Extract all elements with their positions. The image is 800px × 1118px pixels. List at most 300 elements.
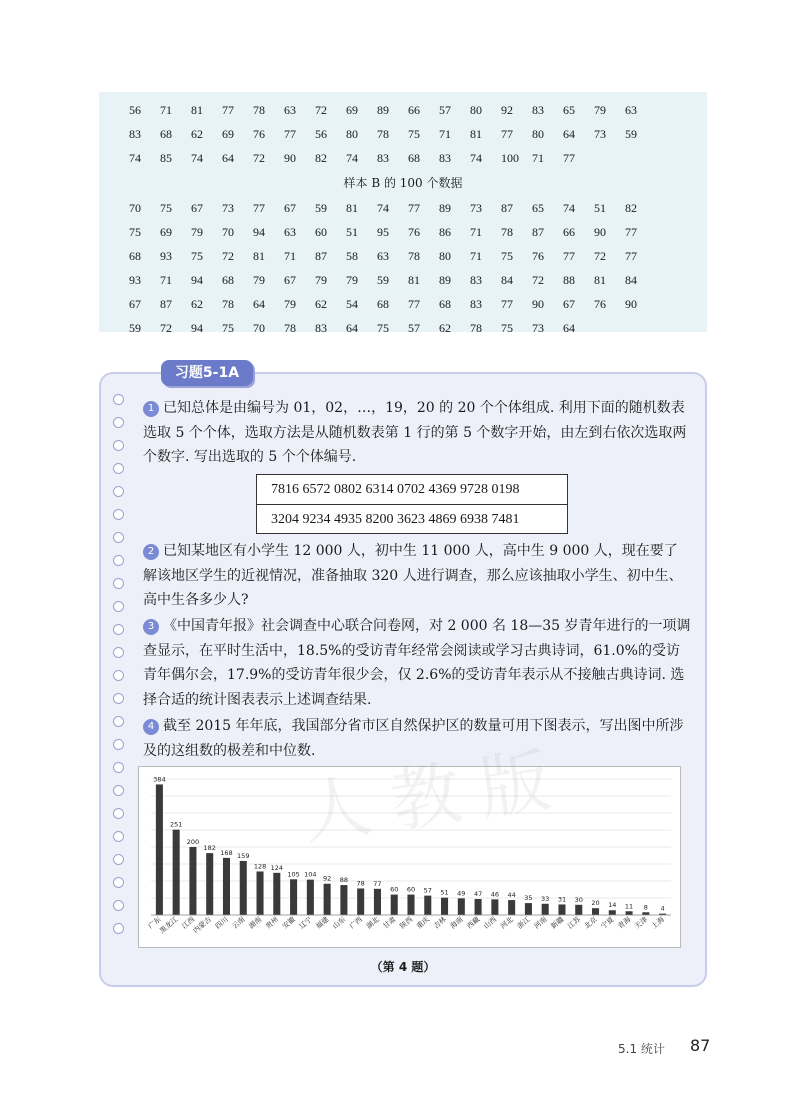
data-value: 72 [222,249,234,263]
data-label: 33 [541,894,550,903]
data-value: 64 [222,151,234,165]
ring-hole [113,762,124,773]
data-value: 89 [377,103,389,117]
category-label: 安徽 [280,915,297,931]
data-label: 88 [339,876,349,885]
data-value: 83 [315,321,327,335]
data-value: 62 [191,127,203,141]
data-value: 54 [346,297,358,311]
bar-广西 [357,888,364,915]
ring-hole [113,923,124,934]
data-value: 68 [439,297,451,311]
data-row [129,220,697,244]
category-label: 河南 [532,915,549,931]
data-value: 64 [563,321,575,335]
data-value: 59 [625,127,637,141]
random-row-1: 7816 6572 0802 6314 0702 4369 9728 0198 [271,482,520,497]
category-label: 福建 [314,915,331,931]
category-label: 江苏 [566,915,583,931]
data-value: 84 [625,273,637,287]
question-4-text: 截至 2015 年年底，我国部分省市区自然保护区的数量可用下图表示，写出图中所涉及的这组数的极差和中位数. [143,718,684,759]
data-value: 90 [625,297,637,311]
category-label: 四川 [213,915,230,931]
data-value: 73 [594,127,606,141]
data-value: 67 [284,273,296,287]
data-value: 90 [532,297,544,311]
data-value: 78 [253,103,265,117]
ring-hole [113,394,124,405]
category-label: 山东 [331,915,348,931]
bar-湖南 [257,871,264,915]
question-2-text: 已知某地区有小学生 12 000 人，初中生 11 000 人，高中生 9 000 人，现在要了解该地区学生的近视情况，准备抽取 320 人进行调查，那么应该抽取小学生、初中生、高中生各多少人? [143,543,683,608]
data-label: 104 [304,870,317,879]
ring-hole [113,854,124,865]
bar-江西 [189,847,196,915]
data-value: 66 [408,103,420,117]
ring-hole [113,670,124,681]
data-value: 86 [439,225,451,239]
data-value: 64 [563,127,575,141]
data-value: 83 [129,127,141,141]
data-value: 83 [532,103,544,117]
data-value: 66 [563,225,575,239]
data-value: 81 [470,127,482,141]
bar-安徽 [290,879,297,915]
data-value: 73 [470,201,482,215]
ring-hole [113,463,124,474]
category-label: 河北 [499,915,515,931]
data-value: 69 [222,127,234,141]
data-value: 62 [439,321,451,335]
data-value: 90 [594,225,606,239]
data-value: 63 [377,249,389,263]
data-row [129,196,697,220]
category-label: 湖北 [364,915,381,931]
data-value: 67 [563,297,575,311]
data-value: 69 [160,225,172,239]
question-1-text: 已知总体是由编号为 01，02，…，19，20 的 20 个个体组成. 利用下面的随机数表选取 5 个个体，选取方法是从随机数表第 1 行的第 5 个数字开始，由左到右依次选取两个数字. 写出选取的 5 个个体编号. [143,400,687,465]
question-number-badge: 2 [143,544,159,560]
data-label: 200 [186,838,200,846]
data-value: 64 [253,297,265,311]
category-label: 广西 [348,915,364,931]
category-label: 广东 [146,915,163,931]
data-label: 128 [253,862,267,871]
data-value: 100 [501,151,519,165]
data-value: 62 [191,297,203,311]
data-value: 67 [284,201,296,215]
category-label: 宁夏 [599,915,616,931]
data-value: 77 [408,201,420,215]
data-value: 71 [532,151,544,165]
category-label: 新疆 [549,915,566,931]
question-3-text: 《中国青年报》社会调查中心联合问卷网，对 2 000 名 18—35 岁青年进行的一项调查显示，在平时生活中，18.5%的受访青年经常会阅读或学习古典诗词，61.0%的受访青年偶尔会，17.9%的受访青年很少会，仅 2.6%的受访青年表示从不接触古典诗词. 选择合适的统计图表表示上述调查结果. [143,618,691,708]
data-value: 93 [129,273,141,287]
data-value: 67 [191,201,203,215]
category-label: 海南 [448,915,465,931]
data-label: 92 [322,874,332,883]
data-value: 77 [222,103,234,117]
data-value [594,316,625,340]
ring-hole [113,578,124,589]
data-value: 81 [594,273,606,287]
data-value: 79 [253,273,265,287]
data-value: 71 [439,127,451,141]
bar-云南 [240,861,247,915]
data-value: 70 [253,321,265,335]
bar-河南 [542,904,549,915]
data-value: 73 [222,201,234,215]
data-value: 72 [160,321,172,335]
question-1 [143,396,691,470]
category-label: 西藏 [465,915,482,931]
category-label: 贵州 [264,915,281,931]
bar-北京 [592,908,599,915]
data-value: 80 [346,127,358,141]
data-value: 88 [563,273,575,287]
data-label: 30 [574,895,583,904]
category-label: 云南 [230,915,247,931]
notebook-rings [113,394,127,946]
data-value: 76 [532,249,544,263]
data-value [594,146,625,170]
data-value: 68 [160,127,172,141]
data-value: 79 [315,273,327,287]
data-value: 59 [377,273,389,287]
data-value: 87 [532,225,544,239]
data-value: 74 [129,151,141,165]
data-value: 94 [191,273,203,287]
category-label: 北京 [582,915,599,931]
sample-data-panel [99,92,707,335]
data-value: 63 [284,225,296,239]
data-value: 77 [625,225,637,239]
category-label: 陕西 [398,915,415,931]
data-value: 78 [377,127,389,141]
data-value: 77 [563,249,575,263]
bar-青海 [626,911,633,915]
category-label: 青海 [616,915,633,931]
data-value: 80 [532,127,544,141]
random-number-table [256,474,568,534]
data-value: 79 [284,297,296,311]
data-row [129,146,697,170]
data-value: 57 [408,321,420,335]
data-value: 72 [532,273,544,287]
data-value: 89 [439,201,451,215]
data-value: 74 [346,151,358,165]
data-label: 77 [373,879,382,888]
ring-hole [113,716,124,727]
data-label: 60 [390,885,399,894]
data-value [625,316,656,340]
ring-hole [113,785,124,796]
bar-甘肃 [391,895,398,915]
data-label: 124 [270,863,284,872]
category-label: 黑龙江 [158,915,180,936]
ring-hole [113,509,124,520]
bar-陕西 [407,895,414,915]
data-value: 67 [129,297,141,311]
question-3 [143,614,691,712]
bar-新疆 [558,904,565,915]
data-value: 81 [408,273,420,287]
data-label: 159 [237,851,250,860]
category-label: 上海 [650,915,666,931]
data-value: 77 [253,201,265,215]
ring-hole [113,831,124,842]
data-value: 72 [594,249,606,263]
ring-hole [113,532,124,543]
sample-a-table [129,98,697,170]
category-label: 重庆 [415,915,432,931]
data-value: 60 [315,225,327,239]
ring-hole [113,417,124,428]
data-value: 87 [315,249,327,263]
data-label: 251 [169,820,183,829]
data-value: 71 [160,273,172,287]
data-value: 79 [191,225,203,239]
category-label: 山西 [482,915,499,931]
ring-hole [113,624,124,635]
data-value: 74 [191,151,203,165]
data-label: 51 [440,888,449,897]
data-value: 63 [625,103,637,117]
ring-hole [113,808,124,819]
bar-浙江 [525,903,532,915]
data-value: 75 [160,201,172,215]
ring-hole [113,877,124,888]
bar-辽宁 [307,880,314,915]
data-label: 20 [591,899,600,908]
bar-广东 [156,784,163,915]
data-value: 62 [315,297,327,311]
data-label: 35 [524,894,533,903]
category-label: 湖南 [247,915,264,931]
data-value: 69 [346,103,358,117]
data-value: 77 [501,297,513,311]
data-value: 80 [470,103,482,117]
data-value: 93 [160,249,172,263]
data-value: 71 [470,225,482,239]
data-value: 75 [129,225,141,239]
data-value: 71 [284,249,296,263]
data-value: 76 [408,225,420,239]
data-value: 78 [222,297,234,311]
ring-hole [113,739,124,750]
data-value: 75 [501,321,513,335]
data-value: 72 [315,103,327,117]
data-value: 78 [501,225,513,239]
category-label: 内蒙古 [191,915,213,936]
data-value: 70 [129,201,141,215]
bar-内蒙古 [206,853,213,915]
data-value: 73 [532,321,544,335]
data-value: 56 [129,103,141,117]
data-value: 75 [377,321,389,335]
data-label: 11 [624,902,634,911]
data-value: 65 [532,201,544,215]
data-value: 68 [222,273,234,287]
data-value: 57 [439,103,451,117]
data-value: 82 [625,201,637,215]
data-value: 95 [377,225,389,239]
bar-西藏 [475,899,482,915]
bar-贵州 [273,873,280,915]
category-label: 甘肃 [381,915,398,931]
data-value: 75 [501,249,513,263]
data-label: 46 [490,890,500,899]
data-value: 83 [470,297,482,311]
question-number-badge: 4 [143,719,159,735]
data-value: 72 [253,151,265,165]
data-value: 59 [315,201,327,215]
chart-caption: （第 4 题） [370,960,436,974]
ring-hole [113,647,124,658]
category-label: 浙江 [515,915,532,931]
data-value: 76 [253,127,265,141]
data-value: 83 [377,151,389,165]
data-label: 384 [153,775,166,784]
data-value [625,146,656,170]
data-value: 85 [160,151,172,165]
data-label: 4 [660,904,665,913]
data-value: 77 [501,127,513,141]
ring-hole [113,486,124,497]
data-value: 92 [501,103,513,117]
data-value: 79 [594,103,606,117]
footer-section-title: 5.1 统计 [618,1042,665,1056]
exercise-tab: 习题5-1A [161,360,253,386]
data-value: 65 [563,103,575,117]
data-value: 89 [439,273,451,287]
category-label: 江西 [180,915,197,931]
data-value: 74 [470,151,482,165]
data-row [129,122,697,146]
data-value: 78 [408,249,420,263]
bar-天津 [642,912,649,915]
data-value: 77 [563,151,575,165]
data-label: 57 [423,886,432,895]
data-value: 81 [253,249,265,263]
data-value: 76 [594,297,606,311]
data-value: 90 [284,151,296,165]
bar-重庆 [424,896,431,915]
ring-hole [113,693,124,704]
question-2 [143,539,691,613]
data-label: 8 [643,903,648,912]
data-value: 63 [284,103,296,117]
bar-宁夏 [609,910,616,915]
data-value: 83 [439,151,451,165]
data-label: 182 [203,844,216,853]
data-value: 75 [408,127,420,141]
data-label: 44 [507,891,516,900]
data-label: 31 [557,895,567,904]
data-value: 78 [284,321,296,335]
data-value: 84 [501,273,513,287]
bar-江苏 [575,905,582,915]
random-row-2: 3204 9234 4935 8200 3623 4869 6938 7481 [257,504,567,533]
ring-hole [113,900,124,911]
bar-吉林 [441,898,448,915]
data-value: 77 [408,297,420,311]
question-number-badge: 1 [143,401,159,417]
data-value: 75 [222,321,234,335]
ring-hole [113,440,124,451]
bar-山东 [340,885,347,915]
data-value: 87 [501,201,513,215]
data-value: 81 [191,103,203,117]
data-label: 78 [356,879,365,888]
bar-黑龙江 [173,830,180,915]
data-value: 82 [315,151,327,165]
bar-湖北 [374,889,381,915]
category-label: 辽宁 [297,915,314,931]
data-value: 77 [284,127,296,141]
data-value: 78 [470,321,482,335]
data-value: 75 [191,249,203,263]
data-label: 168 [220,848,233,857]
data-value: 87 [160,297,172,311]
question-number-badge: 3 [143,619,159,635]
data-value: 74 [377,201,389,215]
data-value: 51 [594,201,606,215]
ring-hole [113,601,124,612]
page-number: 87 [690,1036,711,1055]
data-value: 64 [346,321,358,335]
data-value: 71 [470,249,482,263]
sample-b-title: 样本 B 的 100 个数据 [343,176,463,190]
bar-山西 [491,899,498,915]
data-row [129,244,697,268]
data-row [129,316,697,340]
data-value: 70 [222,225,234,239]
data-value: 58 [346,249,358,263]
category-label: 吉林 [431,915,448,931]
data-value: 81 [346,201,358,215]
data-value: 68 [377,297,389,311]
data-value: 71 [160,103,172,117]
data-value: 83 [470,273,482,287]
sample-b-table [129,196,697,340]
data-label: 47 [473,890,483,899]
data-value: 74 [563,201,575,215]
data-row [129,268,697,292]
exercise-card [99,365,707,987]
data-value: 68 [129,249,141,263]
data-label: 105 [287,870,300,879]
data-value: 56 [315,127,327,141]
data-row [129,292,697,316]
data-value: 94 [253,225,265,239]
bar-四川 [223,858,230,915]
data-row [129,98,697,122]
bar-海南 [458,898,465,915]
data-value: 68 [408,151,420,165]
data-value: 59 [129,321,141,335]
data-label: 60 [406,885,416,894]
data-value: 77 [625,249,637,263]
data-label: 49 [457,889,466,898]
bar-福建 [324,884,331,915]
data-value: 79 [346,273,358,287]
bar-河北 [508,900,515,915]
data-label: 14 [608,901,617,910]
publisher-watermark: 人教版 [296,736,576,856]
data-value: 80 [439,249,451,263]
ring-hole [113,555,124,566]
